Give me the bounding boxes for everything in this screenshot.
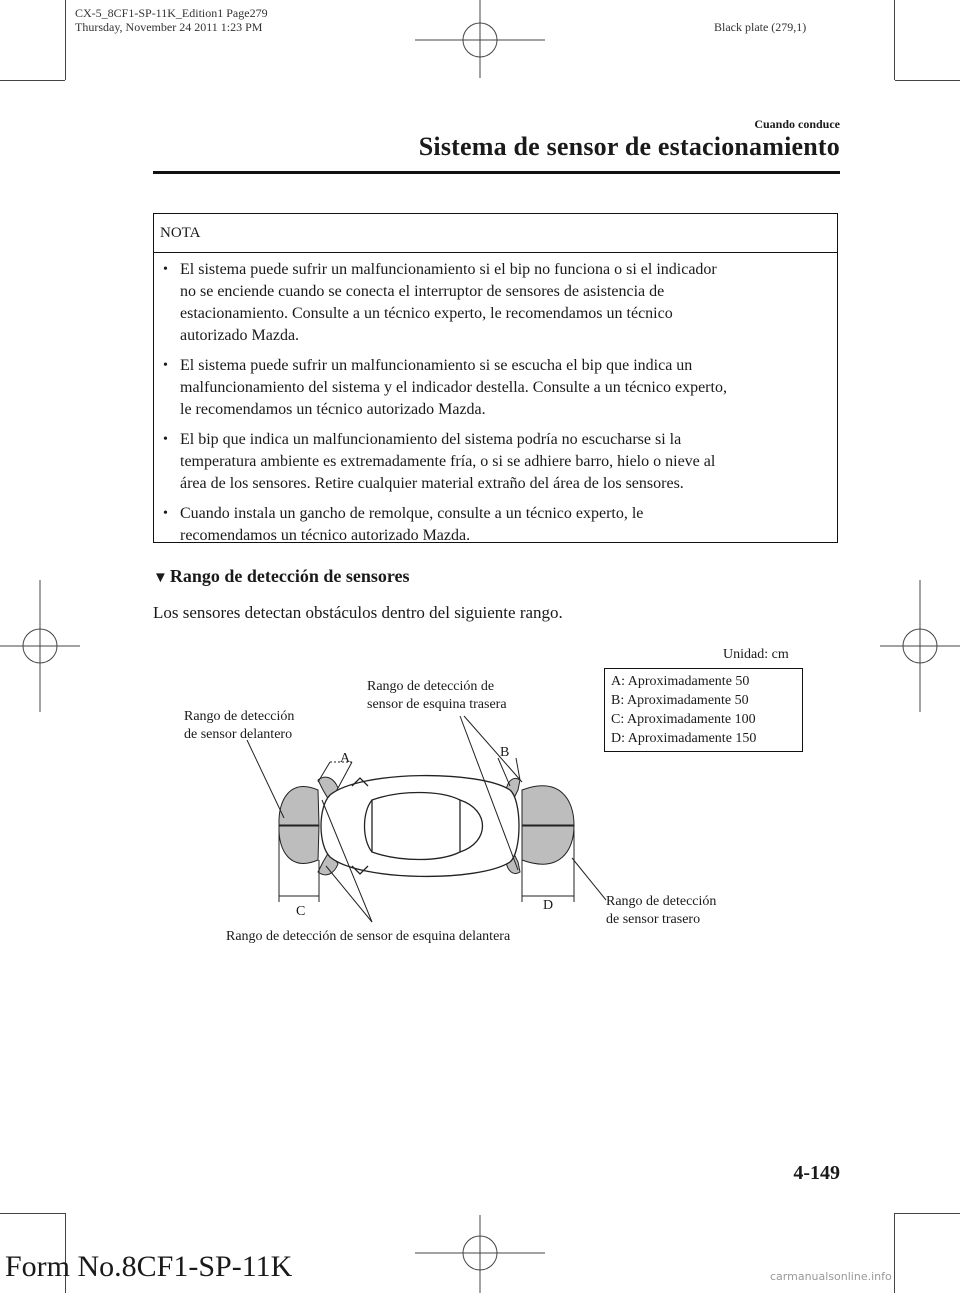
note-line: no se enciende cuando se conecta el interruptor de sensores de asistencia de: [180, 283, 665, 300]
legend-item: A: Aproximadamente 50: [611, 674, 750, 689]
rear-corner-sensor-label: [367, 678, 507, 714]
rear-sensor-label: [606, 893, 716, 929]
note-line: El sistema puede sufrir un malfuncionamiento si el bip no funciona o si el indicador: [180, 261, 717, 278]
legend-item: D: Aproximadamente 150: [611, 731, 757, 746]
note-heading: NOTA: [154, 214, 837, 253]
page-title: Sistema de sensor de estacionamiento: [418, 132, 840, 161]
note-line: estacionamiento. Consulte a un técnico experto, le recomendamos un técnico: [180, 305, 673, 322]
legend-item: B: Aproximadamente 50: [611, 693, 749, 708]
watermark: carmanualsonline.info: [770, 1270, 892, 1283]
label-line: de sensor delantero: [184, 727, 293, 742]
rear-sensor-zone: [522, 786, 574, 825]
note-line: recomendamos un técnico autorizado Mazda.: [180, 527, 471, 544]
note-line: malfuncionamiento del sistema y el indicador destella. Consulte a un técnico experto,: [180, 379, 727, 396]
bullet-icon: •: [163, 432, 168, 447]
dimension-a-label: A: [340, 751, 351, 766]
bullet-icon: •: [163, 262, 168, 277]
rear-sensor-zone: [522, 826, 574, 864]
note-line: El bip que indica un malfuncionamiento del sistema podría no escucharse si la: [180, 431, 682, 448]
print-file-line: CX-5_8CF1-SP-11K_Edition1 Page279: [75, 6, 268, 20]
car-outline-icon: [321, 776, 519, 877]
label-line: Rango de detección: [184, 709, 295, 724]
dimension-b-label: B: [500, 745, 510, 760]
unit-label: Unidad: cm: [723, 647, 789, 662]
bullet-icon: •: [163, 506, 168, 521]
bullet-icon: •: [163, 358, 168, 373]
form-number: Form No.8CF1-SP-11K: [5, 1250, 293, 1283]
dimension-c-label: C: [296, 904, 306, 919]
front-sensor-zone: [279, 826, 319, 863]
note-line: le recomendamos un técnico autorizado Mazda.: [180, 401, 486, 418]
chapter-label: Cuando conduce: [754, 117, 840, 131]
legend-item: C: Aproximadamente 100: [611, 712, 756, 727]
label-line: sensor de esquina trasera: [367, 697, 507, 712]
note-line: área de los sensores. Retire cualquier material extraño del área de los sensores.: [180, 475, 684, 492]
label-line: Rango de detección: [606, 894, 717, 909]
note-line: Cuando instala un gancho de remolque, consulte a un técnico experto, le: [180, 505, 644, 522]
note-line: El sistema puede sufrir un malfuncionamiento si se escucha el bip que indica un: [180, 357, 693, 374]
note-line: temperatura ambiente es extremadamente fría, o si se adhiere barro, hielo o nieve al: [180, 453, 716, 470]
plate-label: Black plate (279,1): [714, 20, 807, 34]
print-date-line: Thursday, November 24 2011 1:23 PM: [75, 20, 263, 34]
page-number: 4-149: [793, 1162, 840, 1184]
note-line: autorizado Mazda.: [180, 327, 300, 344]
section-intro: Los sensores detectan obstáculos dentro del siguiente rango.: [153, 603, 563, 622]
triangle-marker-icon: ▼: [153, 570, 168, 586]
section-heading-text: Rango de detección de sensores: [169, 566, 410, 586]
label-line: Rango de detección de: [367, 679, 495, 694]
label-line: de sensor trasero: [606, 912, 701, 927]
front-corner-sensor-label: Rango de detección de sensor de esquina delantera: [226, 929, 511, 944]
front-sensor-zone: [279, 787, 319, 825]
front-sensor-label: [184, 708, 294, 744]
dimension-d-label: D: [543, 898, 554, 913]
